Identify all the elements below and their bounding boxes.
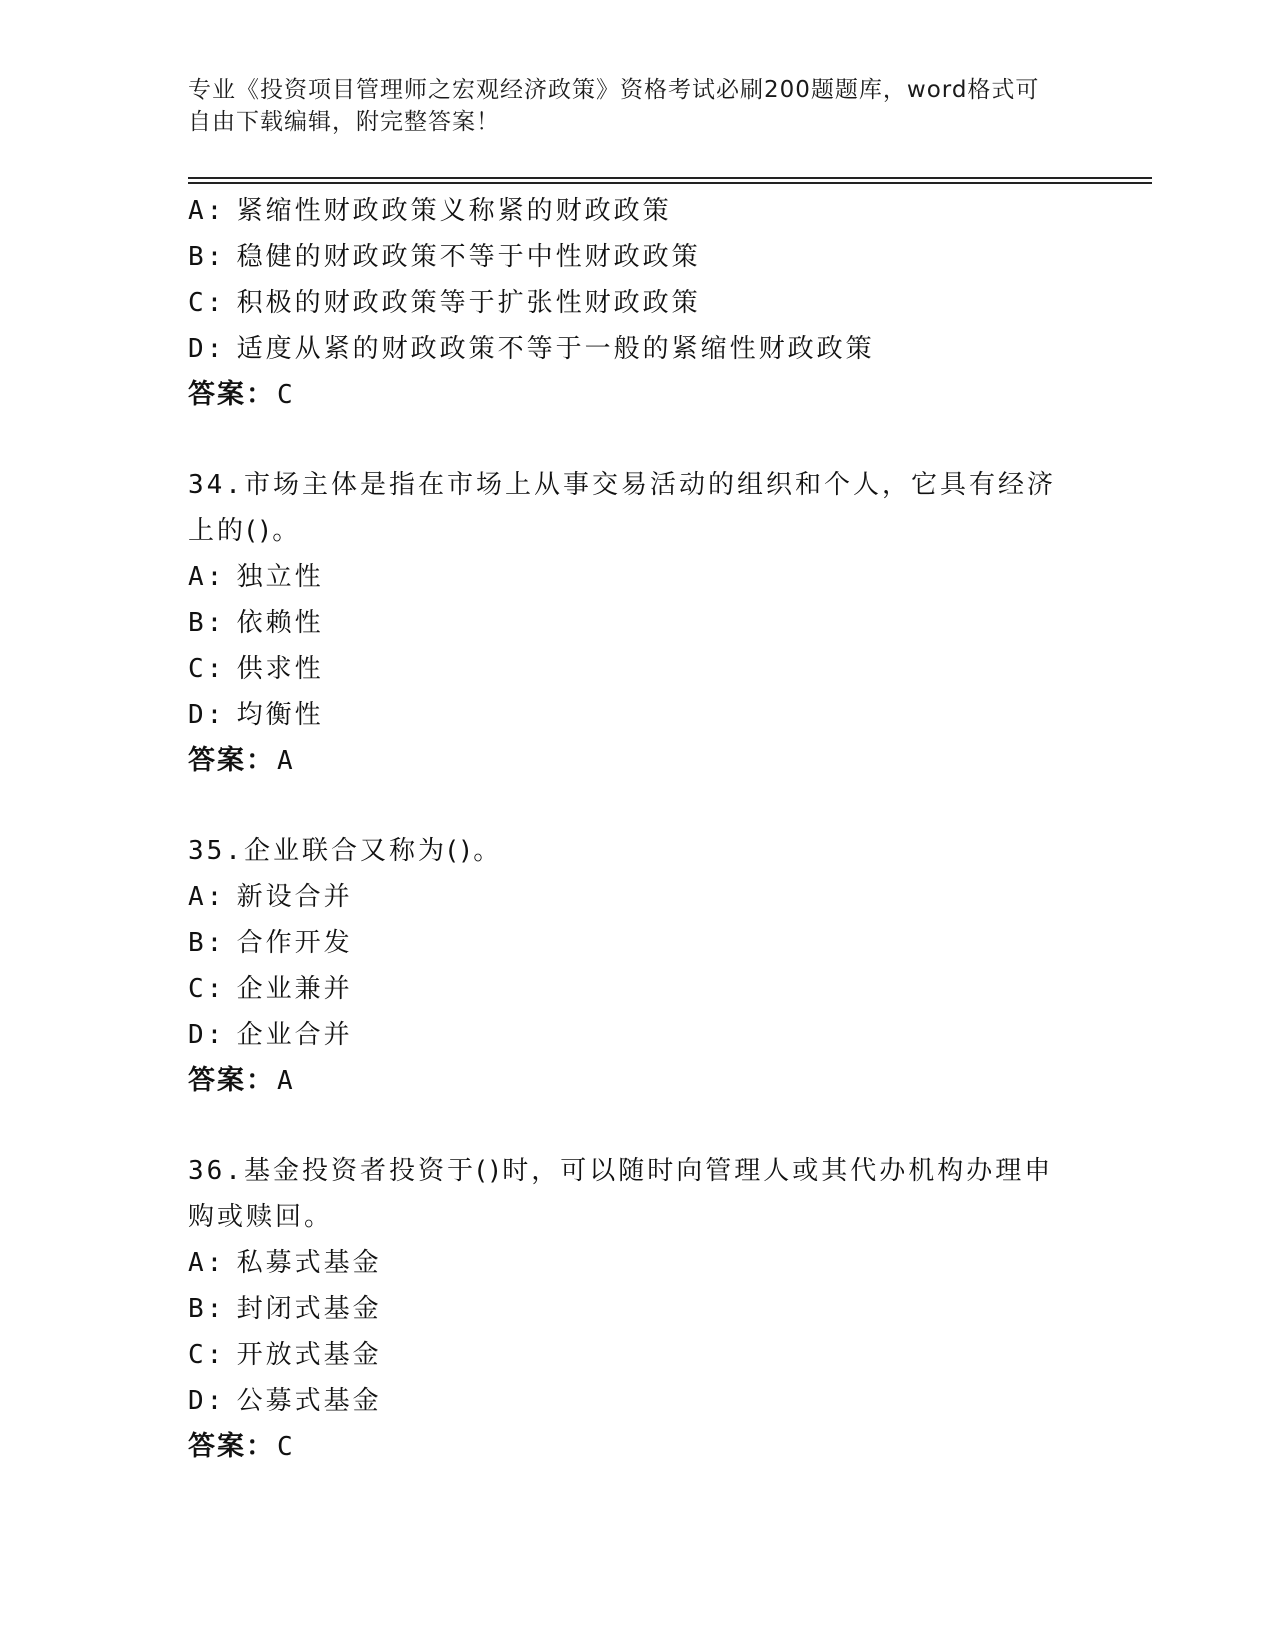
option-letter: C:: [188, 288, 226, 318]
option-a: [188, 554, 1088, 600]
answer-label: 答案：: [188, 1431, 275, 1462]
option-d: [188, 1378, 1088, 1424]
option-b: [188, 920, 1088, 966]
option-text: 公募式基金: [236, 1386, 382, 1416]
answer-line: [188, 738, 1088, 784]
option-letter: D:: [188, 1020, 226, 1050]
option-letter: A:: [188, 1248, 226, 1278]
option-letter: C:: [188, 974, 226, 1004]
option-c: [188, 966, 1088, 1012]
question-number: 36.: [188, 1156, 244, 1186]
option-text: 合作开发: [236, 928, 353, 958]
question-stem: [188, 462, 1068, 554]
question-text: 企业联合又称为()。: [243, 836, 503, 866]
option-letter: D:: [188, 334, 226, 364]
option-text: 紧缩性财政政策义称紧的财政政策: [236, 196, 672, 226]
header-divider-bottom: [188, 182, 1152, 184]
answer-line: [188, 1424, 1088, 1470]
answer-label: 答案：: [188, 745, 275, 776]
option-text: 封闭式基金: [236, 1294, 382, 1324]
option-text: 企业合并: [236, 1020, 353, 1050]
option-letter: B:: [188, 928, 226, 958]
question-33: [188, 188, 1088, 418]
option-text: 新设合并: [236, 882, 353, 912]
answer-value: C: [277, 1432, 295, 1462]
question-stem: [188, 828, 1068, 874]
option-letter: C:: [188, 1340, 226, 1370]
option-b: [188, 600, 1088, 646]
option-letter: B:: [188, 1294, 226, 1324]
header-line-1: 专业《投资项目管理师之宏观经济政策》资格考试必刷200题题库，word格式可: [188, 77, 1040, 103]
option-b: [188, 1286, 1088, 1332]
option-letter: A:: [188, 196, 226, 226]
option-d: [188, 326, 1088, 372]
question-number: 34.: [188, 470, 244, 500]
question-number: 35.: [188, 836, 244, 866]
question-34: [188, 462, 1088, 784]
option-a: [188, 874, 1088, 920]
option-letter: D:: [188, 700, 226, 730]
option-c: [188, 1332, 1088, 1378]
option-letter: D:: [188, 1386, 226, 1416]
option-b: [188, 234, 1088, 280]
header-line-2: 自由下载编辑，附完整答案！: [188, 109, 500, 135]
answer-value: C: [277, 380, 295, 410]
option-c: [188, 646, 1088, 692]
option-text: 独立性: [236, 562, 324, 592]
answer-label: 答案：: [188, 379, 275, 410]
option-letter: B:: [188, 242, 226, 272]
document-header: [188, 74, 1068, 138]
question-text: 市场主体是指在市场上从事交易活动的组织和个人，它具有经济上的()。: [188, 470, 1056, 546]
option-text: 私募式基金: [236, 1248, 382, 1278]
option-letter: C:: [188, 654, 226, 684]
answer-line: [188, 372, 1088, 418]
option-d: [188, 692, 1088, 738]
answer-line: [188, 1058, 1088, 1104]
answer-label: 答案：: [188, 1065, 275, 1096]
header-divider-top: [188, 177, 1152, 179]
question-stem: [188, 1148, 1068, 1240]
option-letter: B:: [188, 608, 226, 638]
option-a: [188, 1240, 1088, 1286]
option-a: [188, 188, 1088, 234]
option-d: [188, 1012, 1088, 1058]
question-text: 基金投资者投资于()时，可以随时向管理人或其代办机构办理申购或赎回。: [188, 1156, 1054, 1232]
option-text: 企业兼并: [236, 974, 353, 1004]
question-35: [188, 828, 1088, 1104]
option-text: 供求性: [236, 654, 324, 684]
option-letter: A:: [188, 562, 226, 592]
option-text: 均衡性: [236, 700, 324, 730]
question-list: [188, 188, 1088, 1470]
option-text: 开放式基金: [236, 1340, 382, 1370]
option-letter: A:: [188, 882, 226, 912]
answer-value: A: [277, 1066, 295, 1096]
option-text: 适度从紧的财政政策不等于一般的紧缩性财政政策: [236, 334, 875, 364]
answer-value: A: [277, 746, 295, 776]
option-text: 依赖性: [236, 608, 324, 638]
option-c: [188, 280, 1088, 326]
option-text: 稳健的财政政策不等于中性财政政策: [236, 242, 701, 272]
option-text: 积极的财政政策等于扩张性财政政策: [236, 288, 701, 318]
question-36: [188, 1148, 1088, 1470]
